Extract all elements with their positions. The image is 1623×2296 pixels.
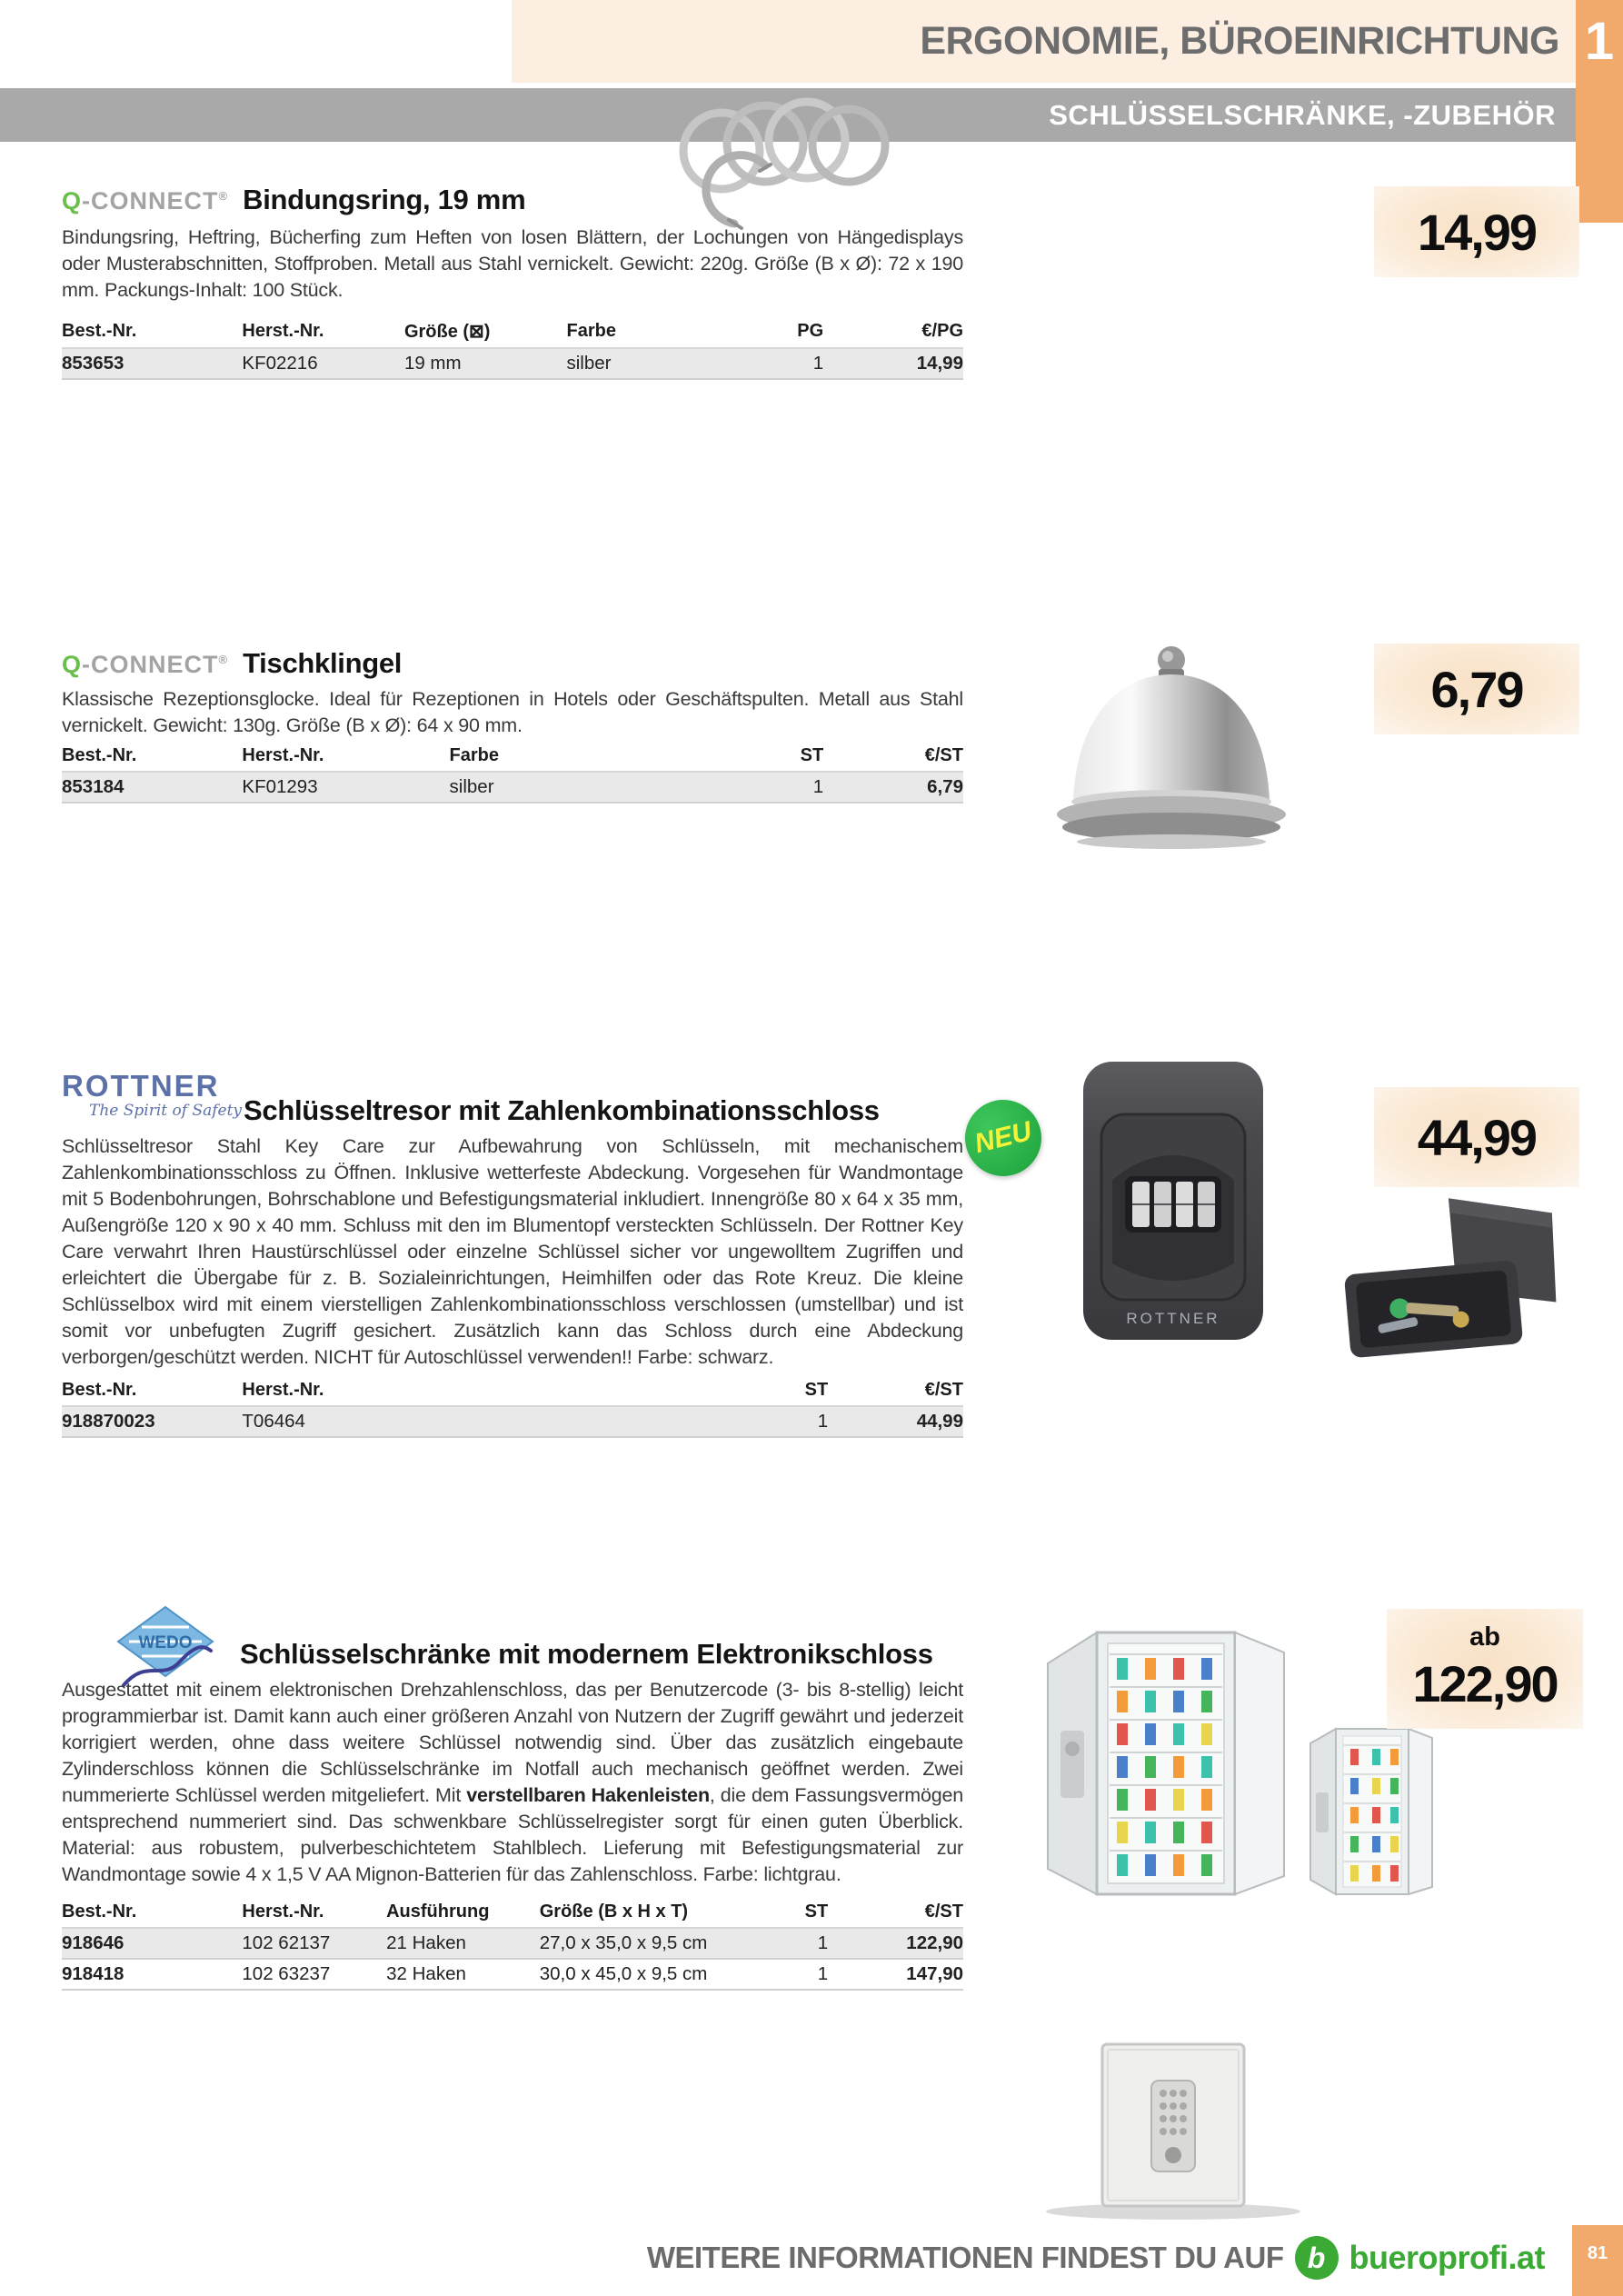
neu-badge: NEU [957, 1092, 1050, 1184]
table-row [62, 348, 963, 379]
table-cell: 6,79 [927, 776, 963, 797]
table-row [62, 772, 963, 803]
column-header: Farbe [566, 321, 616, 341]
column-header: Herst.-Nr. [242, 321, 324, 341]
price: 44,99 [1417, 1108, 1537, 1166]
table-cell: 21 Haken [386, 1932, 466, 1953]
table-cell: 30,0 x 45,0 x 9,5 cm [539, 1963, 708, 1984]
table-header-row [62, 1378, 963, 1406]
product-photo-key-cabinet-small [1305, 1723, 1437, 1900]
product-photo-reception-bell [1043, 620, 1299, 858]
table-cell: 853184 [62, 776, 124, 797]
page-title: ERGONOMIE, BÜROEINRICHTUNG [920, 19, 1559, 63]
page-number: 81 [1587, 2243, 1608, 2263]
column-header: €/ST [924, 745, 963, 765]
price: 122,90 [1412, 1655, 1558, 1712]
column-header: Best.-Nr. [62, 1902, 137, 1922]
table-cell: 122,90 [906, 1932, 963, 1953]
table-cell: KF01293 [242, 776, 318, 797]
product-photo-key-cabinet-open [1039, 1625, 1295, 1900]
product-table [62, 1378, 963, 1438]
table-cell: 102 62137 [242, 1932, 331, 1953]
header-bar [512, 0, 1576, 83]
product-table [62, 1900, 963, 1991]
product-title: Bindungsring, 19 mm [243, 184, 526, 215]
table-cell: 27,0 x 35,0 x 9,5 cm [539, 1932, 708, 1953]
column-header: €/ST [924, 1902, 963, 1922]
table-cell: 1 [817, 1932, 829, 1953]
column-header: Herst.-Nr. [242, 745, 324, 765]
footer-site-link[interactable]: bueroprofi.at [1349, 2239, 1545, 2276]
column-header: Herst.-Nr. [242, 1902, 324, 1922]
product-table [62, 744, 963, 804]
product-description: Ausgestattet mit einem elektronischen Drehzahlenschloss, das per Benutzercode (3- bis 8-stellig) leicht programmierbar ist. Damit kann auch einer größeren Anzahl von Nutzern der Zugriff gewährt und jederzeit korrigiert werden, ohne dass weitere Schlüssel notwendig sind. Über das zusätzlich eingebaute Zylinderschloss können die Schlüsselschränke im Notfall auch mechanisch geöffnet werden. Zwei nummerierte Schlüssel werden mitgeliefert. Mit verstellbaren Hakenleisten, die dem Fassungsvermögen entsprechend nummeriert sind. Das schwenkbare Schlüsselregister sorgt für einen guten Überblick. Material: aus robustem, pulverbeschichtetem Stahlblech. Lieferung mit Befestigungsmaterial zur Wandmontage sowie 4 x 1,5 V AA Mignon-Batterien für das Zahlenschloss. Farbe: lichtgrau. [62, 1679, 963, 1885]
wedo-wordmark: WEDO [138, 1633, 193, 1652]
qconnect-logo: Q-CONNECT® [62, 651, 229, 678]
column-header: PG [797, 321, 824, 341]
price-box [1374, 644, 1579, 734]
product-photo-key-safe-closed [1070, 1054, 1278, 1349]
column-header: Größe (⊠) [403, 322, 491, 342]
table-cell: T06464 [242, 1411, 305, 1432]
product-description: Bindungsring, Heftring, Bücherfing zum Heften von losen Blättern, der Lochungen von Hängedisplays oder Musterabschnitten, Stoffproben. Metall aus Stahl vernickelt. Gewicht: 220g. Größe (B x Ø): 72 x 190 mm. Packungs-Inhalt: 100 Stück. [62, 226, 963, 301]
column-header: Best.-Nr. [62, 1380, 137, 1400]
table-cell: 147,90 [906, 1963, 963, 1984]
bueroprofi-logo-icon: b [1295, 2236, 1339, 2280]
product-header [62, 647, 402, 680]
price-box [1374, 186, 1579, 277]
product-photo-key-cabinet-closed [1039, 2041, 1308, 2222]
table-cell: 1 [817, 1411, 829, 1432]
column-header: Größe (B x H x T) [539, 1902, 689, 1922]
table-cell: 14,99 [916, 353, 963, 374]
column-header: ST [804, 1380, 829, 1400]
table-cell: silber [566, 353, 612, 374]
column-header: ST [804, 1902, 829, 1922]
price-box [1387, 1609, 1583, 1729]
product-title: Schlüsselschränke mit modernem Elektronikschloss [240, 1638, 933, 1670]
column-header: €/ST [924, 1380, 963, 1400]
rottner-logo: ROTTNER The Spirit of Safety [62, 1069, 243, 1120]
table-cell: 1 [812, 353, 824, 374]
column-header: €/PG [921, 321, 963, 341]
table-header-row [62, 1900, 963, 1928]
table-cell: 853653 [62, 353, 124, 374]
safe-brand-label: ROTTNER [1126, 1310, 1220, 1327]
price-prefix: ab [1469, 1622, 1500, 1652]
column-header: Farbe [449, 745, 500, 765]
table-cell: 102 63237 [242, 1963, 331, 1984]
column-header: Best.-Nr. [62, 321, 137, 341]
product-header [62, 184, 525, 216]
chapter-number: 1 [1584, 12, 1615, 71]
footer [647, 2236, 1545, 2280]
table-header-row [62, 744, 963, 772]
column-header: Herst.-Nr. [242, 1380, 324, 1400]
footer-info-text: WEITERE INFORMATIONEN FINDEST DU AUF [646, 2241, 1284, 2274]
registered-mark: ® [218, 653, 229, 666]
table-cell: 918646 [62, 1932, 124, 1953]
column-header: ST [800, 745, 824, 765]
table-cell: 1 [812, 776, 824, 797]
product-photo-key-safe-open [1319, 1182, 1597, 1362]
rottner-tagline: The Spirit of Safety [89, 1102, 243, 1120]
product-title: Tischklingel [243, 647, 403, 679]
table-cell: silber [449, 776, 494, 797]
chapter-tab [1576, 0, 1623, 223]
table-row [62, 1928, 963, 1959]
table-cell: 32 Haken [386, 1963, 466, 1984]
table-cell: 918870023 [62, 1411, 155, 1432]
product-table [62, 318, 963, 380]
qconnect-logo: Q-CONNECT® [62, 187, 229, 215]
table-row [62, 1406, 963, 1437]
column-header: Ausführung [386, 1902, 490, 1922]
table-cell: 918418 [62, 1963, 124, 1984]
table-cell: KF02216 [242, 353, 318, 374]
price: 14,99 [1417, 203, 1537, 261]
page-number-box [1572, 2225, 1623, 2296]
column-header: Best.-Nr. [62, 745, 137, 765]
registered-mark: ® [218, 189, 229, 203]
table-cell: 19 mm [403, 353, 462, 374]
product-title: Schlüsseltresor mit Zahlenkombinationsschloss [244, 1094, 880, 1126]
table-row [62, 1959, 963, 1990]
price: 6,79 [1430, 660, 1523, 718]
table-cell: 1 [817, 1963, 829, 1984]
product-description: Klassische Rezeptionsglocke. Ideal für Rezeptionen in Hotels oder Geschäftspulten. Metall aus Stahl vernickelt. Gewicht: 130g. Größe (B x Ø): 64 x 90 mm. [62, 688, 963, 736]
price-box [1374, 1087, 1579, 1187]
table-header-row [62, 318, 963, 348]
table-cell: 44,99 [916, 1411, 963, 1432]
product-description: Schlüsseltresor Stahl Key Care zur Aufbewahrung von Schlüsseln, mit mechanischem Zahlenkombinationsschloss zu Öffnen. Inklusive wetterfeste Abdeckung. Vorgesehen für Wandmontage mit 5 Bodenbohrungen, Bohrschablone und Befestigungsmaterial inkludiert. Innengröße 80 x 64 x 35 mm, Außengröße 120 x 90 x 40 mm. Schluss mit den im Blumentopf versteckten Schlüsseln. Der Rottner Key Care verwahrt Ihren Haustürschlüssel oder einzelne Schlüssel sicher vor ungewolltem Zugriffen und erleichtert die Übergabe für z. B. Sozialeinrichtungen, Heimhilfen oder das Rote Kreuz. Die kleine Schlüsselbox wird mit einem vierstelligen Zahlenkombinationsschloss verschlossen (umstellbar) und ist somit vor unbefugten Zugriff gesichert. Zusätzlich kann das Schloss durch eine Abdeckung verborgen/geschützt werden. NICHT für Autoschlüssel verwenden!! Farbe: schwarz. [62, 1135, 963, 1368]
section-title: SCHLÜSSELSCHRÄNKE, -ZUBEHÖR [1049, 99, 1556, 131]
product-photo-binding-rings [671, 95, 893, 231]
